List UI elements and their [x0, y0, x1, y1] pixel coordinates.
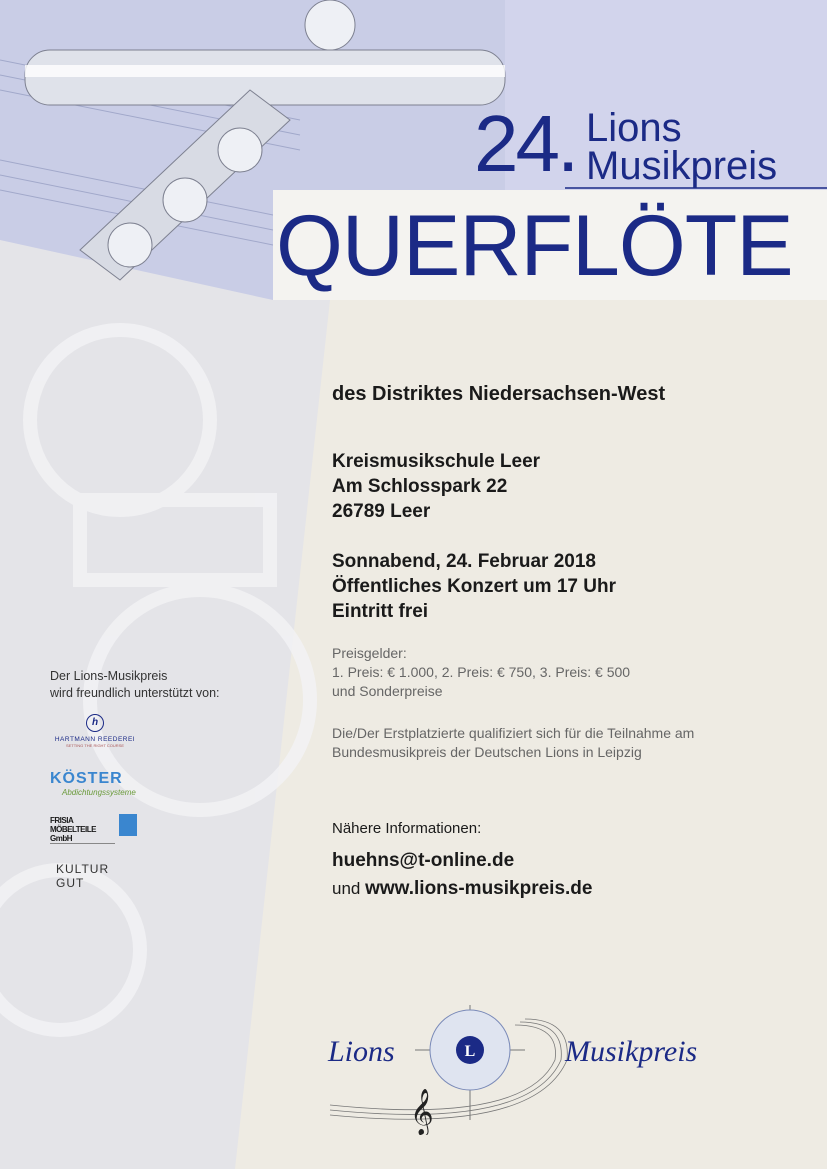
- title-musikpreis: Musikpreis: [586, 144, 778, 188]
- sponsor-name: KÖSTER: [50, 770, 123, 787]
- sponsor-tagline: SETTING THE RIGHT COURSE: [65, 743, 125, 748]
- venue-name: Kreismusikschule Leer: [332, 451, 541, 472]
- lions-musikpreis-logo: [325, 1000, 725, 1135]
- frisia-logo-icon: [119, 814, 137, 836]
- event-date: Sonnabend, 24. Februar 2018: [332, 551, 596, 572]
- district: des Distriktes Niedersachsen-West: [332, 383, 666, 405]
- info-label: Nähere Informationen:: [332, 820, 482, 837]
- support-line: Der Lions-Musikpreis: [50, 669, 168, 683]
- support-text: [50, 668, 220, 702]
- edition-number: 24.: [474, 99, 577, 188]
- event-concert: Öffentliches Konzert um 17 Uhr: [332, 576, 616, 597]
- logo-musikpreis-text: Musikpreis: [565, 1035, 698, 1068]
- support-line: wird freundlich unterstützt von:: [50, 686, 220, 700]
- logo-lions-text: Lions: [328, 1035, 395, 1068]
- sponsor-frisia: FRISIA MÖBELTEILE GmbH: [50, 816, 115, 844]
- emblem-letter: L: [464, 1043, 476, 1060]
- website-link[interactable]: www.lions-musikpreis.de: [365, 878, 593, 899]
- prizes-label: Preisgelder:: [332, 645, 407, 661]
- event-block: [332, 549, 616, 624]
- sponsor-tagline: Abdichtungssysteme: [62, 788, 136, 797]
- treble-clef-icon: 𝄞: [410, 1089, 434, 1135]
- prizes-block: [332, 644, 630, 701]
- sponsor-kulturgut: KULTUR GUT: [56, 862, 110, 890]
- sponsor-koester: [50, 770, 136, 797]
- sponsor-hartmann: [50, 714, 140, 748]
- title-lions: Lions: [586, 106, 682, 150]
- sponsor-name: HARTMANN REEDEREI: [54, 736, 136, 743]
- website-line: [332, 878, 592, 900]
- and-text: und: [332, 879, 361, 898]
- hartmann-logo-icon: h: [86, 714, 104, 732]
- qualification-line: Bundesmusikpreis der Deutschen Lions in Leipzig: [332, 744, 642, 760]
- venue-city: 26789 Leer: [332, 501, 431, 522]
- qualification-block: [332, 724, 694, 762]
- venue-street: Am Schlosspark 22: [332, 476, 508, 497]
- event-admission: Eintritt frei: [332, 601, 429, 622]
- qualification-line: Die/Der Erstplatzierte qualifiziert sich für die Teilnahme am: [332, 725, 695, 741]
- prizes-amounts: 1. Preis: € 1.000, 2. Preis: € 750, 3. Preis: € 500: [332, 664, 631, 680]
- prizes-special: und Sonderpreise: [332, 683, 443, 699]
- venue-block: [332, 449, 540, 524]
- instrument-title: QUERFLÖTE: [276, 198, 793, 294]
- email-link[interactable]: huehns@t-online.de: [332, 850, 515, 871]
